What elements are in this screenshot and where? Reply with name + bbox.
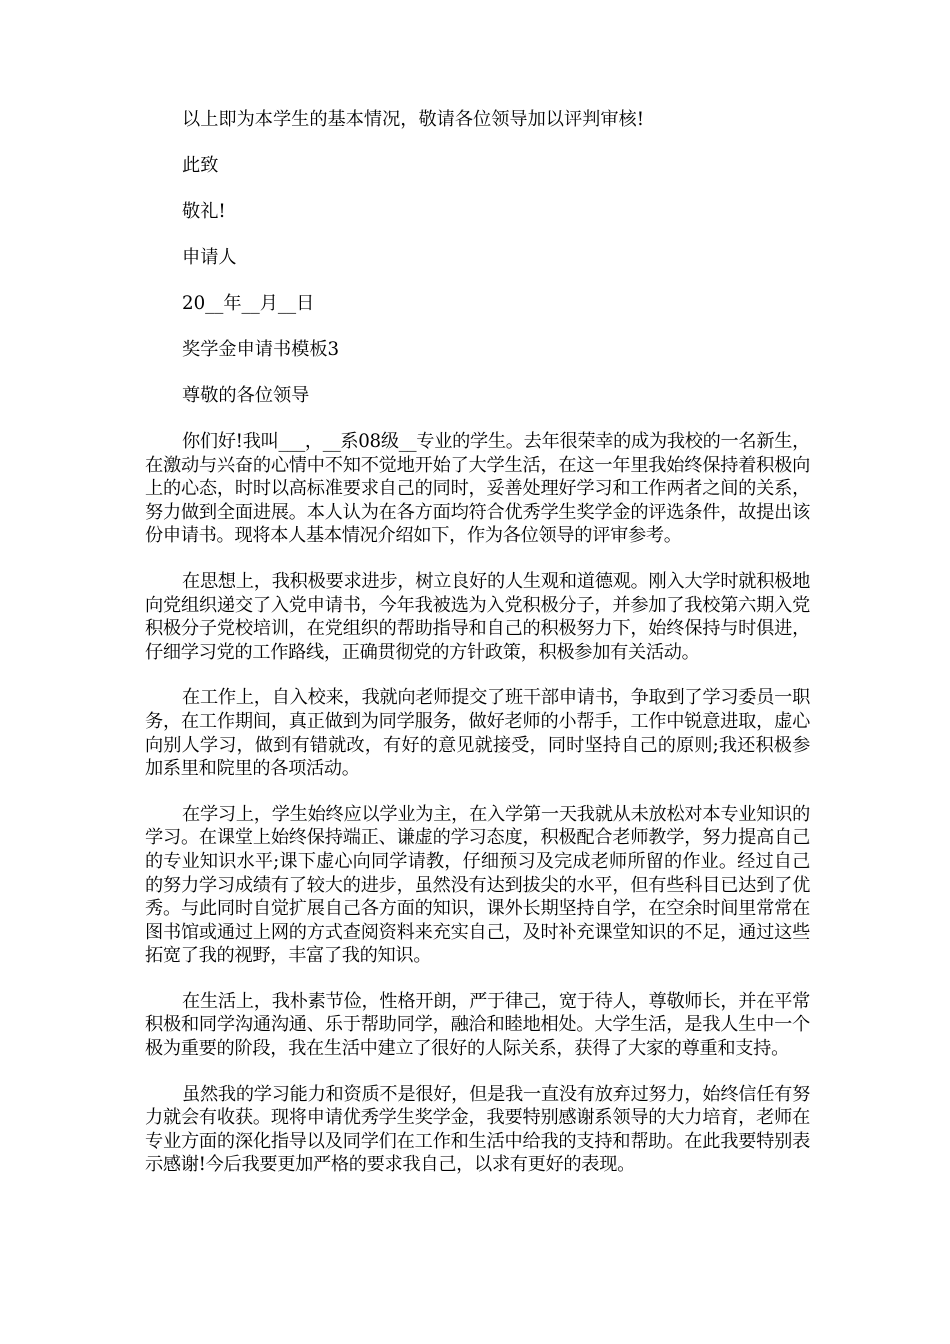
salutation-cizhi: 此致 [182,155,219,176]
paragraph-intro: 你们好!我叫___，__系08级__专业的学生。去年很荣幸的成为我校的一名新生，在激动与兴奋的心情中不知不觉地开始了大学生活，在这一年里我始终保持着积极向上的心态，时时以高标准要求自己的同时，妥善处理好学习和工作两者之间的关系，努力做到全面进展。本人认为在各方面均符合优秀学生奖学金的评选条件，故提出该份申请书。现将本人基本情况介绍如下，作为各位领导的评审参考。 [145,431,810,547]
paragraph-work: 在工作上，自入校来，我就向老师提交了班干部申请书，争取到了学习委员一职务，在工作期间，真正做到为同学服务，做好老师的小帮手，工作中锐意进取，虚心向别人学习，做到有错就改，有好的意见就接受，同时坚持自己的原则;我还积极参加系里和院里的各项活动。 [145,687,810,780]
paragraph-conclusion: 虽然我的学习能力和资质不是很好，但是我一直没有放弃过努力，始终信任有努力就会有收获。现将申请优秀学生奖学金，我要特别感谢系领导的大力培育，老师在专业方面的深化指导以及同学们在工作和生活中给我的支持和帮助。在此我要特别表示感谢!今后我要更加严格的要求我自己，以求有更好的表现。 [145,1083,810,1176]
applicant-label: 申请人 [182,247,237,268]
salutation-jingli: 敬礼! [182,201,226,222]
paragraph-ideology: 在思想上，我积极要求进步，树立良好的人生观和道德观。刚入大学时就积极地向党组织递交了入党申请书，今年我被选为入党积极分子，并参加了我校第六期入党积极分子党校培训，在党组织的帮助指导和自己的积极努力下，始终保持与时俱进，仔细学习党的工作路线，正确贯彻党的方针政策，积极参加有关活动。 [145,570,810,663]
greeting: 尊敬的各位领导 [182,385,310,406]
closing-statement: 以上即为本学生的基本情况，敬请各位领导加以评判审核! [182,109,644,130]
paragraph-study: 在学习上，学生始终应以学业为主，在入学第一天我就从未放松对本专业知识的学习。在课堂上始终保持端正、谦虚的学习态度，积极配合老师教学，努力提高自己的专业知识水平;课下虚心向同学请教，仔细预习及完成老师所留的作业。经过自己的努力学习成绩有了较大的进步，虽然没有达到拔尖的水平，但有些科目已达到了优秀。与此同时自觉扩展自己各方面的知识，课外长期坚持自学，在空余时间里常常在图书馆或通过上网的方式查阅资料来充实自己，及时补充课堂知识的不足，通过这些拓宽了我的视野，丰富了我的知识。 [145,803,810,967]
document-page [145,108,810,1199]
date-line: 20__年__月__日 [182,293,315,314]
paragraph-life: 在生活上，我朴素节俭，性格开朗，严于律己，宽于待人，尊敬师长，并在平常积极和同学沟通沟通、乐于帮助同学，融洽和睦地相处。大学生活，是我人生中一个极为重要的阶段，我在生活中建立了很好的人际关系，获得了大家的尊重和支持。 [145,990,810,1060]
template-title: 奖学金申请书模板3 [182,339,340,360]
